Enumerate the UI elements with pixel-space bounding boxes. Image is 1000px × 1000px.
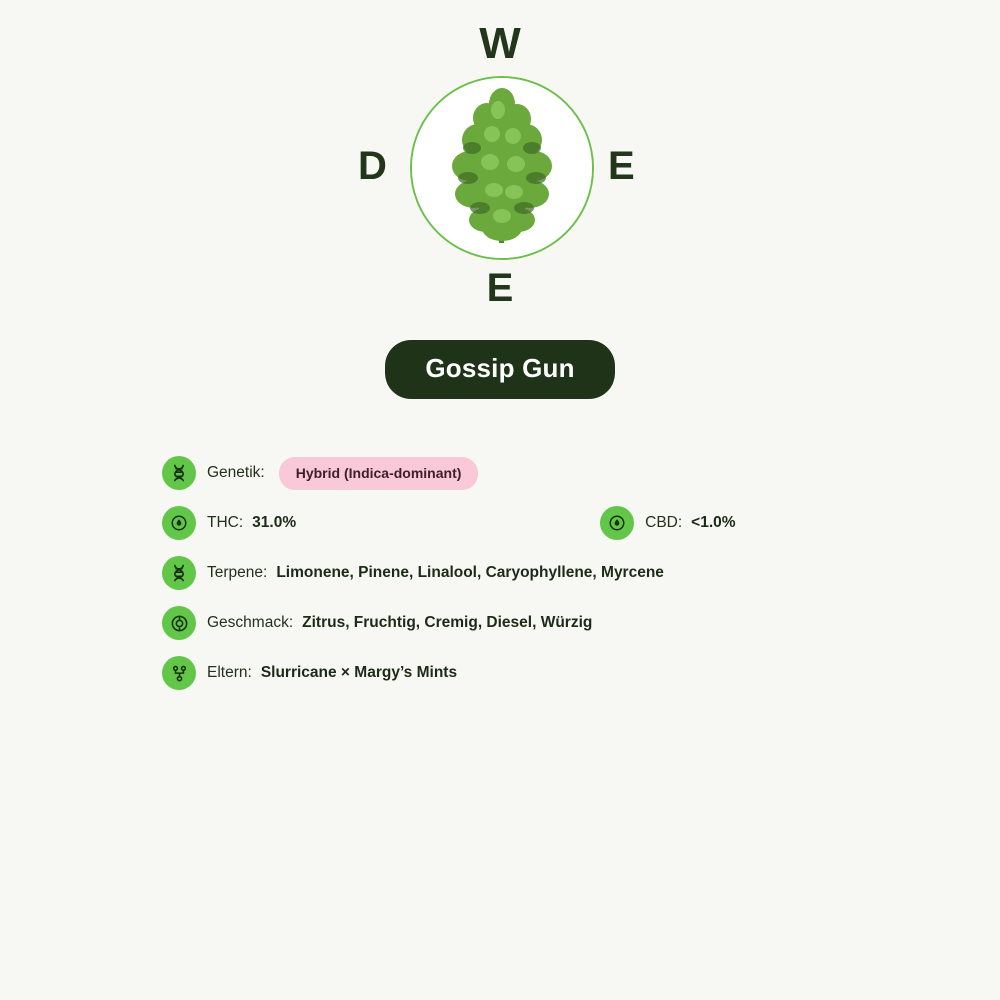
- droplet-icon: [600, 506, 634, 540]
- parents-label: Eltern:: [207, 664, 252, 681]
- thc-value: 31.0%: [252, 514, 297, 531]
- genetics-cell: [162, 456, 478, 490]
- bud-image-circle: [410, 76, 594, 260]
- compass-letter-north: W: [479, 19, 521, 68]
- compass-letter-west: D: [358, 144, 387, 188]
- cannabis-bud-icon: [412, 78, 592, 258]
- compass-letter-east: E: [608, 144, 635, 188]
- flavor-value: Zitrus, Fruchtig, Cremig, Diesel, Würzig: [302, 614, 593, 631]
- strain-name-pill: Gossip Gun: [385, 340, 614, 399]
- parents-value: Slurricane × Margy’s Mints: [260, 664, 458, 681]
- parents-cell: [162, 656, 457, 690]
- fact-row-genetics: [162, 455, 982, 491]
- cbd-label: CBD:: [645, 514, 683, 531]
- thc-label: THC:: [207, 514, 244, 531]
- terpenes-cell: [162, 556, 664, 590]
- fact-row-terpenes: [162, 555, 982, 591]
- terpenes-label: Terpene:: [207, 564, 268, 581]
- compass-letter-south: E: [486, 266, 514, 310]
- flavor-label: Geschmack:: [207, 614, 294, 631]
- fact-row-cannabinoids: [162, 505, 982, 541]
- terpenes-value: Limonene, Pinene, Linalool, Caryophyllene, Myrcene: [276, 564, 664, 581]
- genetics-label: Genetik:: [207, 464, 265, 481]
- dna-icon: [162, 556, 196, 590]
- strain-name-row: [0, 340, 1000, 399]
- cbd-cell: [600, 506, 735, 540]
- flavor-cell: [162, 606, 592, 640]
- fact-row-parents: [162, 655, 982, 691]
- fact-row-flavor: [162, 605, 982, 641]
- lineage-icon: [162, 656, 196, 690]
- cbd-value: <1.0%: [691, 514, 736, 531]
- compass-hero: [0, 0, 1000, 320]
- genetics-badge: Hybrid (Indica-dominant): [279, 457, 479, 490]
- dna-icon: [162, 456, 196, 490]
- droplet-icon: [162, 506, 196, 540]
- facts-list: [162, 455, 982, 691]
- aroma-icon: [162, 606, 196, 640]
- thc-cell: [162, 506, 296, 540]
